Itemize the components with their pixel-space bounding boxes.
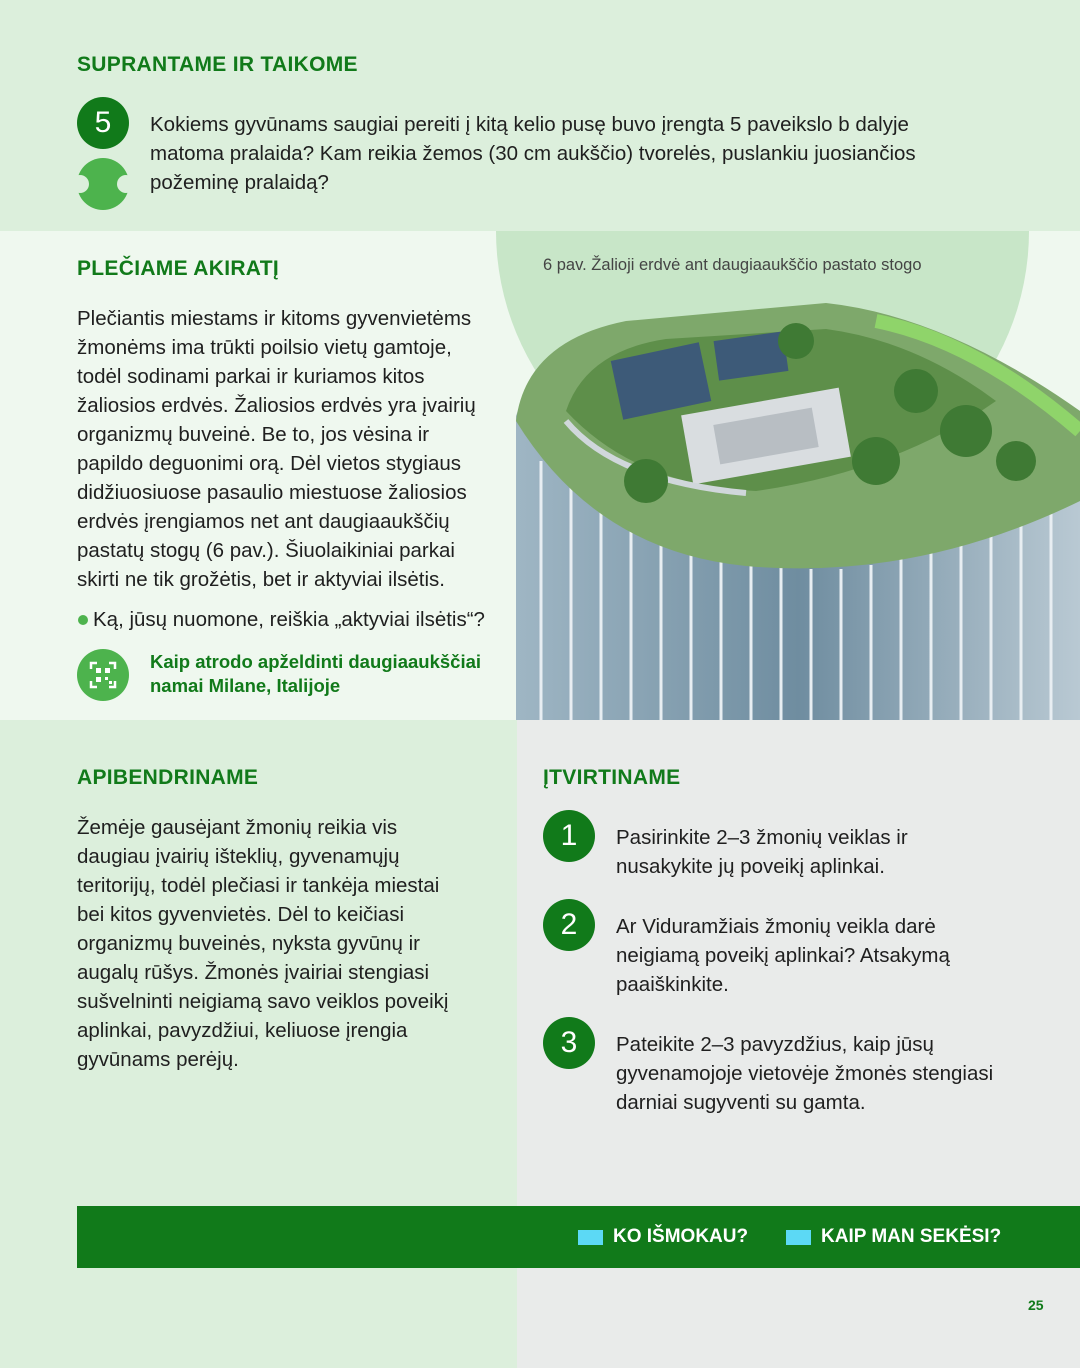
learned-button[interactable] [578,1226,748,1248]
progress-button[interactable] [786,1226,1001,1248]
task-2-badge: 2 [543,899,595,951]
task-2-text: Ar Viduramžiais žmonių veikla darė neigiamą poveikį aplinkai? Atsakymą paaiškinkite. [616,915,950,996]
understand-heading: SUPRANTAME IR TAIKOME [77,53,358,76]
figure-area [496,231,1080,720]
reinforce-heading: ĮTVIRTINAME [543,766,681,789]
progress-label: KAIP MAN SEKĖSI? [821,1226,1002,1247]
bullet-dot-icon [78,615,88,625]
summary-heading: APIBENDRINAME [77,766,259,789]
milan-link[interactable]: Kaip atrodo apželdinti daugiaaukščiai namai Milane, Italijoje [150,651,482,696]
figure-caption: 6 pav. Žalioji erdvė ant daugiaaukščio pastato stogo [543,256,922,274]
task-1-text: Pasirinkite 2–3 žmonių veiklas ir nusakykite jų poveikį aplinkai. [616,826,908,878]
summary-paragraph: Žemėje gausėjant žmonių reikia vis daugiau įvairių išteklių, gyvenamųjų teritorijų, todėl plečiasi ir tankėja miestai bei kitos gyvenvietės. Dėl to keičiasi organizmų buveinės, nyksta gyvūnų ir augalų rūšys. Žmonės įvairiai stengiasi sušvelninti neigiamą savo veiklos poveikį aplinkai, pavyzdžiui, keliuose įrengia gyvūnams perėjų. [77,816,449,1071]
pair-work-icon [77,158,129,210]
task-number-badge: 5 [77,97,129,149]
broaden-question: Ką, jūsų nuomone, reiškia „aktyviai ilsėtis“? [93,608,485,631]
task-3-text: Pateikite 2–3 pavyzdžius, kaip jūsų gyvenamojoje vietovėje žmonės stengiasi darniai sugyventi su gamta. [616,1033,994,1114]
task-3-badge: 3 [543,1017,595,1069]
broaden-heading: PLEČIAME AKIRATĮ [77,257,279,280]
broaden-paragraph: Plečiantis miestams ir kitoms gyvenvietėms žmonėms ima trūkti poilsio vietų gamtoje, todėl sodinami parkai ir kuriamos kitos žaliosios erdvės. Žaliosios erdvės yra įvairių organizmų buveinė. Be to, jos vėsina ir papildo deguonimi orą. Dėl vietos stygiaus didžiuosiuose pasaulio miestuose žaliosios erdvės įrengiamos net ant daugiaaukščių pastatų stogų (6 pav.). Šiuolaikiniai parkai skirti ne tik grožėtis, bet ir aktyviai ilsėtis. [77,307,476,591]
cyan-chip-icon [578,1230,603,1245]
cyan-chip-icon [786,1230,811,1245]
qr-scan-icon[interactable] [77,649,129,701]
page-number: 25 [1028,1297,1044,1313]
understand-question: Kokiems gyvūnams saugiai pereiti į kitą kelio pusę buvo įrengta 5 paveikslo b dalyje matoma pralaida? Kam reikia žemos (30 cm aukščio) tvorelės, puslankiu juosiančios požeminę pralaidą? [150,113,916,194]
learned-label: KO IŠMOKAU? [613,1226,749,1247]
task-1-badge: 1 [543,810,595,862]
